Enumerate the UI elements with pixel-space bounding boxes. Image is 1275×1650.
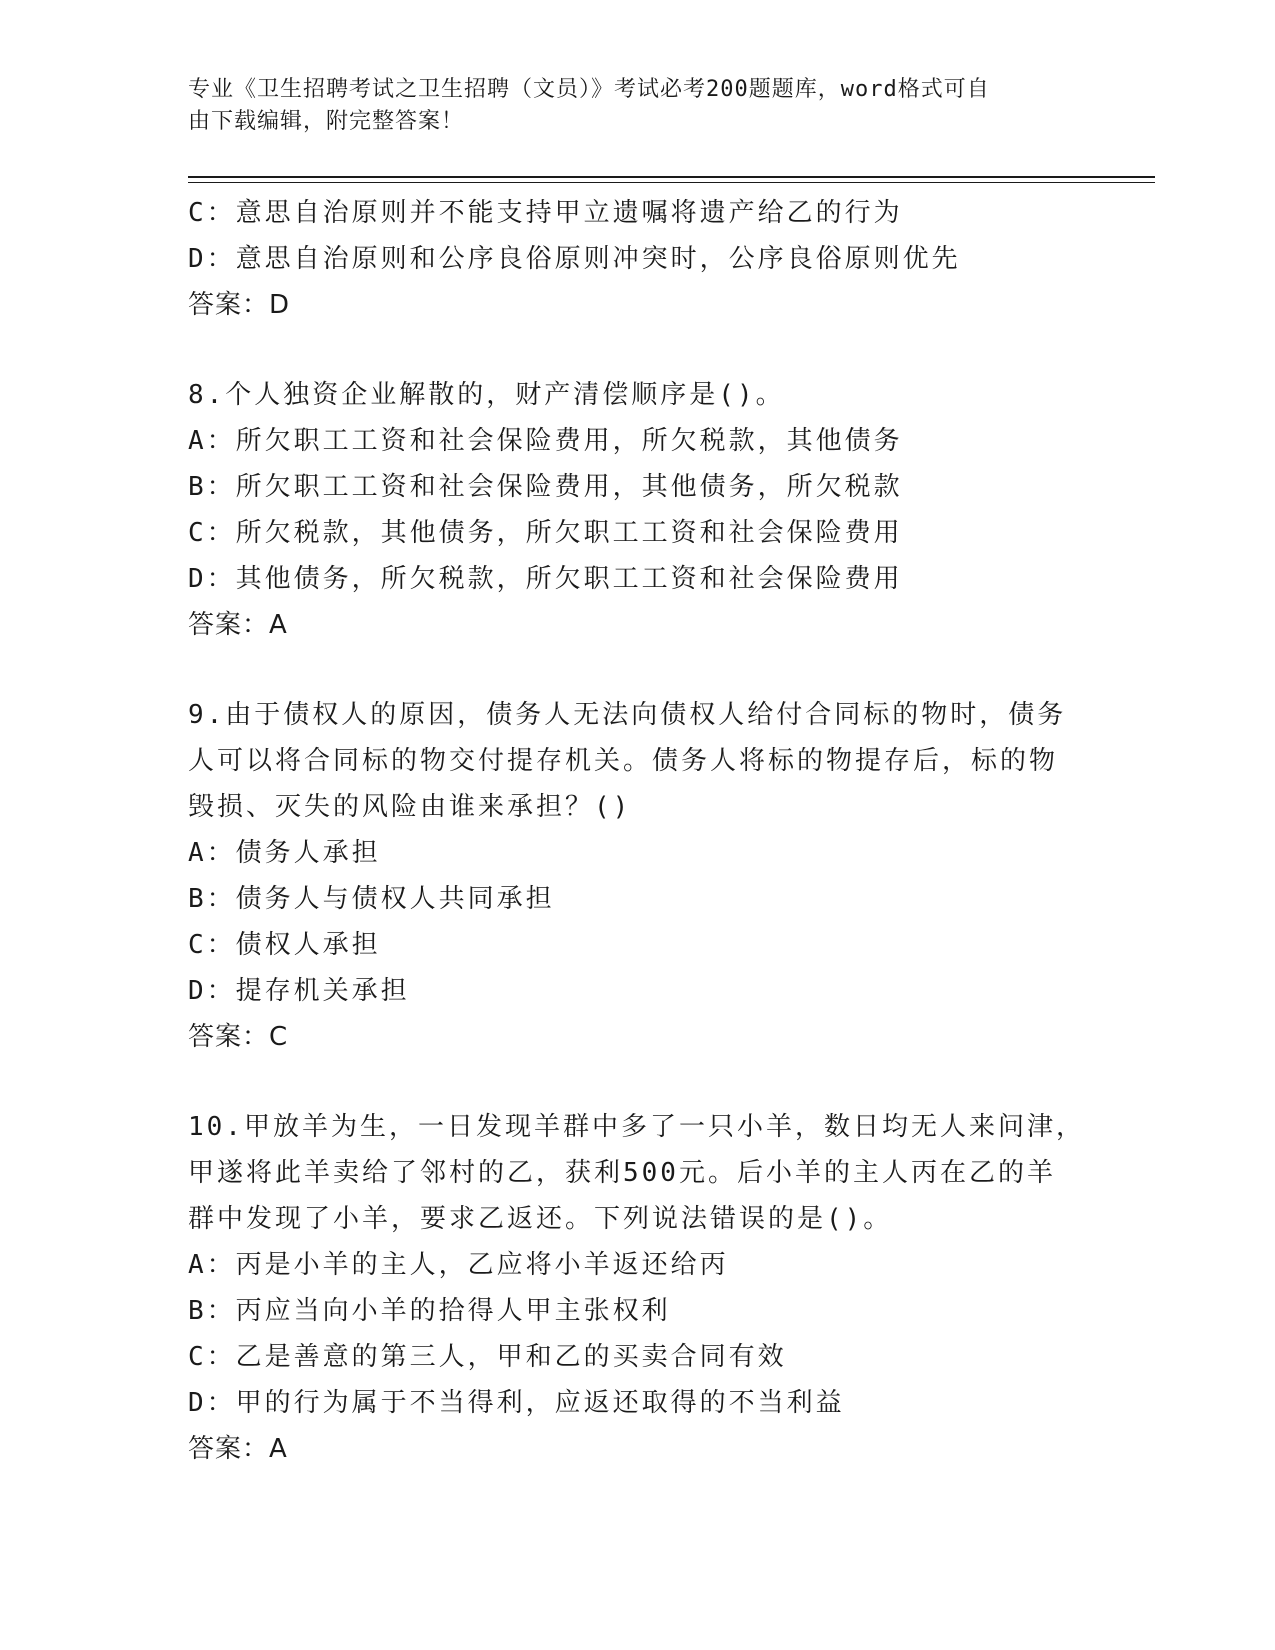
option-c: C：意思自治原则并不能支持甲立遗嘱将遗产给乙的行为 (188, 198, 903, 228)
answer-line: 答案：A (188, 1434, 288, 1464)
option-d: D：提存机关承担 (188, 976, 410, 1006)
question-9 (188, 692, 1068, 1060)
option-b: B：债务人与债权人共同承担 (188, 884, 555, 914)
header-line-1: 专业《卫生招聘考试之卫生招聘（文员）》考试必考200题题库，word格式可自 (188, 77, 990, 102)
option-c: C：乙是善意的第三人，甲和乙的买卖合同有效 (188, 1342, 787, 1372)
header-line-2: 由下载编辑，附完整答案！ (188, 109, 465, 134)
question-text: 甲遂将此羊卖给了邻村的乙，获利500元。后小羊的主人丙在乙的羊 (188, 1158, 1056, 1188)
question-text: 10.甲放羊为生，一日发现羊群中多了一只小羊，数日均无人来问津， (188, 1112, 1085, 1142)
question-fragment (188, 190, 1068, 328)
option-d: D：甲的行为属于不当得利，应返还取得的不当利益 (188, 1388, 845, 1418)
answer-line: 答案：A (188, 610, 288, 640)
question-text: 8.个人独资企业解散的，财产清偿顺序是()。 (188, 380, 785, 410)
page-header (188, 74, 1068, 138)
spacer (188, 328, 1068, 372)
question-10 (188, 1104, 1085, 1472)
question-text: 群中发现了小羊，要求乙返还。下列说法错误的是()。 (188, 1204, 893, 1234)
option-b: B：丙应当向小羊的拾得人甲主张权利 (188, 1296, 671, 1326)
header-divider-thin (188, 182, 1155, 183)
question-text: 毁损、灭失的风险由谁来承担？() (188, 792, 632, 822)
option-b: B：所欠职工工资和社会保险费用，其他债务，所欠税款 (188, 472, 903, 502)
option-a: A：所欠职工工资和社会保险费用，所欠税款，其他债务 (188, 426, 903, 456)
option-a: A：丙是小羊的主人，乙应将小羊返还给丙 (188, 1250, 729, 1280)
option-d: D：其他债务，所欠税款，所欠职工工资和社会保险费用 (188, 564, 903, 594)
spacer (188, 648, 1068, 692)
option-d: D：意思自治原则和公序良俗原则冲突时，公序良俗原则优先 (188, 244, 961, 274)
answer-line: 答案：D (188, 290, 291, 320)
document-body (188, 190, 1085, 1472)
question-8 (188, 372, 1068, 648)
question-text: 9.由于债权人的原因，债务人无法向债权人给付合同标的物时，债务 (188, 700, 1067, 730)
answer-line: 答案：C (188, 1022, 289, 1052)
option-c: C：债权人承担 (188, 930, 381, 960)
option-c: C：所欠税款，其他债务，所欠职工工资和社会保险费用 (188, 518, 903, 548)
question-text: 人可以将合同标的物交付提存机关。债务人将标的物提存后，标的物 (188, 746, 1059, 776)
header-divider-thick (188, 176, 1155, 178)
spacer (188, 1060, 1068, 1104)
option-a: A：债务人承担 (188, 838, 381, 868)
